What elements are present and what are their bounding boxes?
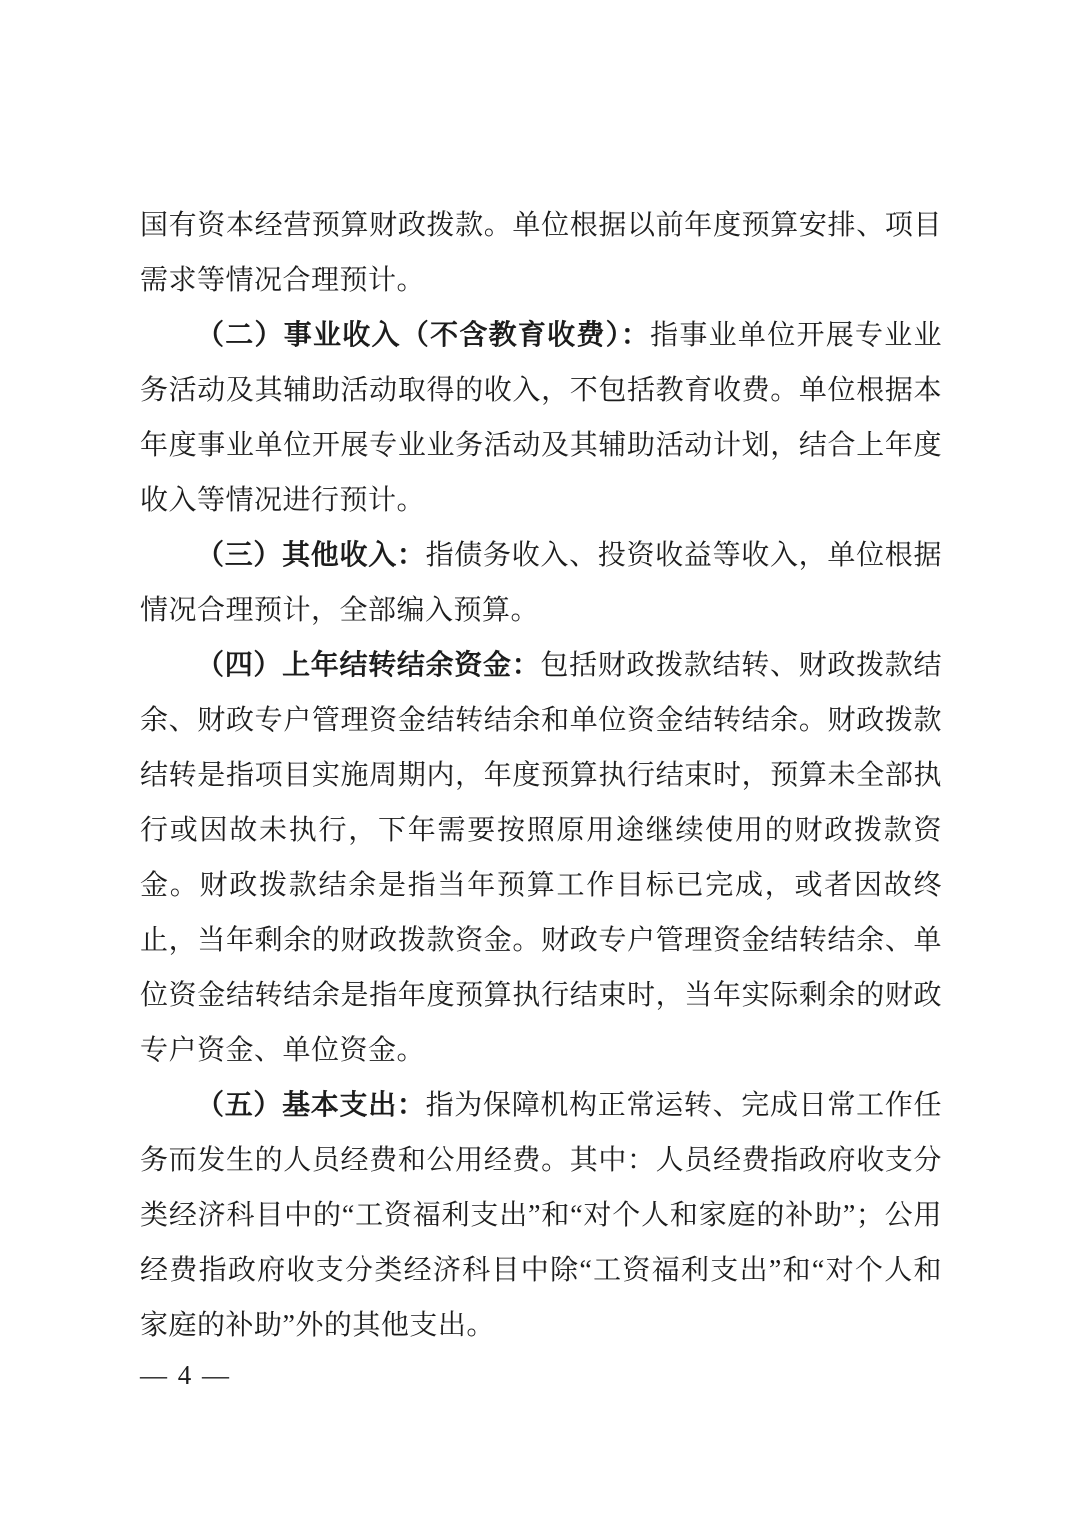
paragraph-lead: （二）事业收入（不含教育收费）： [196,320,651,351]
paragraph-lead: （四）上年结转结余资金： [196,650,541,681]
document-body [140,198,942,1353]
paragraph-text: 指为保障机构正常运转、完成日常工作任务而发生的人员经费和公用经费。其中：人员经费指政府收支分类经济科目中的“工资福利支出”和“对个人和家庭的补助”；公用经费指政府收支分类经济科目中除“工资福利支出”和“对个人和家庭的补助”外的其他支出。 [140,1090,942,1341]
paragraph-item-2 [140,308,942,528]
paragraph-continuation [140,198,942,308]
paragraph-text: 指债务收入、投资收益等收入，单位根据情况合理预计，全部编入预算。 [140,540,942,626]
paragraph-text: 包括财政拨款结转、财政拨款结余、财政专户管理资金结转结余和单位资金结转结余。财政拨款结转是指项目实施周期内，年度预算执行结束时，预算未全部执行或因故未执行，下年需要按照原用途继续使用的财政拨款资金。财政拨款结余是指当年预算工作目标已完成，或者因故终止，当年剩余的财政拨款资金。财政专户管理资金结转结余、单位资金结转结余是指年度预算执行结束时，当年实际剩余的财政专户资金、单位资金。 [140,650,942,1066]
page-number: — 4 — [140,1360,231,1390]
paragraph-text: 国有资本经营预算财政拨款。单位根据以前年度预算安排、项目需求等情况合理预计。 [140,210,942,296]
paragraph-item-3 [140,528,942,638]
paragraph-item-4 [140,638,942,1078]
paragraph-lead: （三）其他收入： [196,540,426,571]
paragraph-item-5 [140,1078,942,1353]
paragraph-text: 指事业单位开展专业业务活动及其辅助活动取得的收入，不包括教育收费。单位根据本年度事业单位开展专业业务活动及其辅助活动计划，结合上年度收入等情况进行预计。 [140,320,942,516]
paragraph-lead: （五）基本支出： [196,1090,426,1121]
